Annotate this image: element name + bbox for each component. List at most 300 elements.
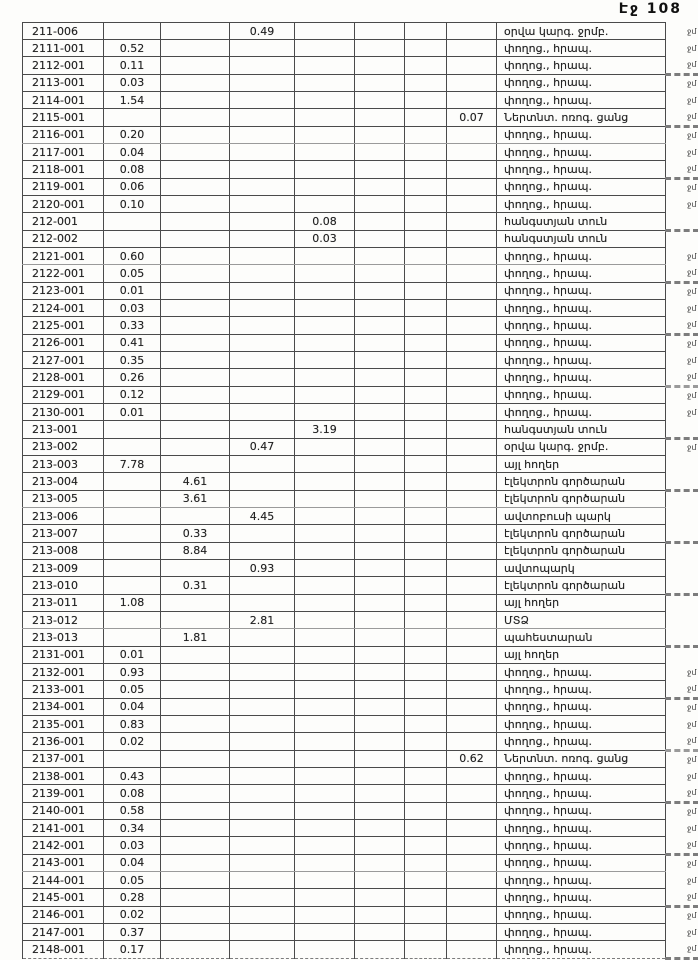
value-cell-v6 (405, 664, 447, 681)
table-row (23, 820, 698, 837)
value-cell-v4 (295, 820, 355, 837)
value-cell-v6 (405, 213, 447, 231)
parcel-code-cell: 2147-001 (23, 924, 104, 941)
value-cell-v3 (230, 681, 295, 699)
value-cell-v1 (104, 560, 161, 577)
value-cell-v6 (405, 941, 447, 959)
value-cell-v4 (295, 456, 355, 473)
margin-mark (666, 560, 698, 577)
table-row (23, 941, 698, 959)
value-cell-v6 (405, 92, 447, 109)
value-cell-v5 (355, 92, 405, 109)
margin-mark: ջմ (666, 196, 698, 213)
value-cell-v4 (295, 40, 355, 57)
parcel-code-cell: 2119-001 (23, 178, 104, 196)
value-cell-v4 (295, 490, 355, 508)
land-use-description-cell: փողոց., հրապ. (497, 820, 666, 837)
value-cell-v3 (230, 698, 295, 716)
margin-mark: ջմ (666, 386, 698, 404)
value-cell-v5 (355, 924, 405, 941)
value-cell-v6 (405, 352, 447, 369)
value-cell-v1: 0.33 (104, 317, 161, 335)
margin-mark: ջմ (666, 664, 698, 681)
value-cell-v5 (355, 300, 405, 317)
parcel-code-cell: 2146-001 (23, 906, 104, 924)
value-cell-v2 (161, 178, 230, 196)
value-cell-v2 (161, 906, 230, 924)
value-cell-v2 (161, 924, 230, 941)
value-cell-v1: 0.03 (104, 300, 161, 317)
value-cell-v5 (355, 74, 405, 92)
parcel-code-cell: 213-005 (23, 490, 104, 508)
land-use-description-cell: փողոց., հրապ. (497, 92, 666, 109)
parcel-code-cell: 213-012 (23, 612, 104, 629)
parcel-code-cell: 2113-001 (23, 74, 104, 92)
table-row (23, 369, 698, 387)
table-row (23, 23, 698, 40)
value-cell-v7 (447, 629, 497, 647)
value-cell-v5 (355, 40, 405, 57)
value-cell-v3 (230, 889, 295, 907)
land-use-description-cell: փողոց., հրապ. (497, 248, 666, 265)
parcel-code-cell: 2130-001 (23, 404, 104, 421)
table-row (23, 906, 698, 924)
value-cell-v7 (447, 889, 497, 907)
value-cell-v2 (161, 213, 230, 231)
land-use-description-cell: փողոց., հրապ. (497, 265, 666, 283)
value-cell-v3 (230, 473, 295, 491)
value-cell-v1: 0.03 (104, 837, 161, 855)
value-cell-v3 (230, 404, 295, 421)
value-cell-v1 (104, 629, 161, 647)
value-cell-v4: 0.03 (295, 230, 355, 248)
value-cell-v4 (295, 802, 355, 820)
margin-mark: ջմ (666, 317, 698, 335)
value-cell-v4 (295, 161, 355, 179)
value-cell-v1: 0.04 (104, 854, 161, 872)
value-cell-v3 (230, 733, 295, 751)
margin-mark (666, 508, 698, 525)
margin-mark: ջմ (666, 785, 698, 803)
value-cell-v4 (295, 750, 355, 768)
margin-mark: ջմ (666, 248, 698, 265)
margin-mark: ջմ (666, 837, 698, 855)
margin-mark (666, 421, 698, 439)
value-cell-v1: 0.12 (104, 386, 161, 404)
margin-mark: ջմ (666, 40, 698, 57)
value-cell-v7 (447, 854, 497, 872)
value-cell-v3 (230, 542, 295, 560)
value-cell-v4 (295, 369, 355, 387)
land-use-description-cell: փողոց., հրապ. (497, 698, 666, 716)
parcel-code-cell: 2118-001 (23, 161, 104, 179)
value-cell-v4 (295, 386, 355, 404)
value-cell-v2: 1.81 (161, 629, 230, 647)
parcel-code-cell: 213-006 (23, 508, 104, 525)
land-use-description-cell: փողոց., հրապ. (497, 768, 666, 785)
value-cell-v6 (405, 438, 447, 456)
value-cell-v1: 0.01 (104, 404, 161, 421)
value-cell-v7 (447, 646, 497, 664)
value-cell-v3 (230, 282, 295, 300)
value-cell-v6 (405, 369, 447, 387)
table-row (23, 109, 698, 127)
value-cell-v7 (447, 282, 497, 300)
table-row (23, 872, 698, 889)
value-cell-v4 (295, 248, 355, 265)
land-use-description-cell: փողոց., հրապ. (497, 74, 666, 92)
value-cell-v5 (355, 161, 405, 179)
value-cell-v3 (230, 768, 295, 785)
table-row (23, 404, 698, 421)
parcel-code-cell: 213-004 (23, 473, 104, 491)
value-cell-v4 (295, 612, 355, 629)
value-cell-v1: 0.04 (104, 144, 161, 161)
land-use-description-cell: օրվա կարգ. ջրմբ. (497, 23, 666, 40)
value-cell-v4 (295, 438, 355, 456)
value-cell-v3 (230, 646, 295, 664)
value-cell-v5 (355, 456, 405, 473)
value-cell-v1: 0.26 (104, 369, 161, 387)
margin-mark: ջմ (666, 889, 698, 907)
value-cell-v5 (355, 612, 405, 629)
table-row (23, 300, 698, 317)
land-use-description-cell: Ներտնտ. ոռոգ. ցանց (497, 109, 666, 127)
margin-mark (666, 646, 698, 664)
value-cell-v4 (295, 126, 355, 144)
value-cell-v4 (295, 525, 355, 543)
value-cell-v3 (230, 178, 295, 196)
value-cell-v3 (230, 525, 295, 543)
value-cell-v1: 0.02 (104, 906, 161, 924)
value-cell-v7 (447, 837, 497, 855)
table-row (23, 802, 698, 820)
value-cell-v1 (104, 109, 161, 127)
value-cell-v7 (447, 438, 497, 456)
value-cell-v2 (161, 40, 230, 57)
margin-mark: ջմ (666, 906, 698, 924)
value-cell-v7 (447, 785, 497, 803)
value-cell-v6 (405, 768, 447, 785)
value-cell-v5 (355, 837, 405, 855)
margin-mark: ջմ (666, 941, 698, 959)
value-cell-v7 (447, 196, 497, 213)
value-cell-v1: 0.34 (104, 820, 161, 837)
land-use-description-cell: փողոց., հրապ. (497, 802, 666, 820)
value-cell-v4 (295, 282, 355, 300)
value-cell-v2 (161, 646, 230, 664)
land-use-description-cell: փողոց., հրապ. (497, 334, 666, 352)
value-cell-v1: 7.78 (104, 456, 161, 473)
value-cell-v5 (355, 230, 405, 248)
value-cell-v6 (405, 248, 447, 265)
value-cell-v6 (405, 230, 447, 248)
value-cell-v2 (161, 92, 230, 109)
value-cell-v2 (161, 317, 230, 335)
value-cell-v6 (405, 854, 447, 872)
land-use-description-cell: փողոց., հրապ. (497, 837, 666, 855)
value-cell-v4 (295, 178, 355, 196)
table-row (23, 282, 698, 300)
value-cell-v5 (355, 872, 405, 889)
value-cell-v4 (295, 646, 355, 664)
table-row (23, 594, 698, 612)
margin-mark (666, 594, 698, 612)
table-row (23, 317, 698, 335)
value-cell-v5 (355, 421, 405, 439)
value-cell-v5 (355, 196, 405, 213)
land-use-description-cell: փողոց., հրապ. (497, 369, 666, 387)
table-body (23, 23, 698, 959)
value-cell-v4 (295, 872, 355, 889)
value-cell-v1: 0.01 (104, 646, 161, 664)
value-cell-v3 (230, 456, 295, 473)
value-cell-v2 (161, 872, 230, 889)
value-cell-v6 (405, 265, 447, 283)
margin-mark: ջմ (666, 924, 698, 941)
parcel-code-cell: 2145-001 (23, 889, 104, 907)
value-cell-v2 (161, 248, 230, 265)
value-cell-v4 (295, 144, 355, 161)
land-use-description-cell: փողոց., հրապ. (497, 161, 666, 179)
margin-mark (666, 473, 698, 491)
value-cell-v2 (161, 230, 230, 248)
parcel-code-cell: 2127-001 (23, 352, 104, 369)
value-cell-v1 (104, 490, 161, 508)
value-cell-v2 (161, 785, 230, 803)
value-cell-v1: 0.20 (104, 126, 161, 144)
value-cell-v1: 0.60 (104, 248, 161, 265)
value-cell-v1: 0.08 (104, 161, 161, 179)
table-row (23, 352, 698, 369)
land-use-description-cell: փողոց., հրապ. (497, 906, 666, 924)
value-cell-v7 (447, 473, 497, 491)
parcel-code-cell: 2125-001 (23, 317, 104, 335)
value-cell-v5 (355, 265, 405, 283)
table-row (23, 716, 698, 733)
value-cell-v7 (447, 542, 497, 560)
value-cell-v1 (104, 213, 161, 231)
value-cell-v4 (295, 681, 355, 699)
parcel-code-cell: 213-001 (23, 421, 104, 439)
value-cell-v2 (161, 889, 230, 907)
value-cell-v6 (405, 23, 447, 40)
value-cell-v3 (230, 213, 295, 231)
value-cell-v7 (447, 92, 497, 109)
margin-mark: ջմ (666, 768, 698, 785)
value-cell-v1: 0.11 (104, 57, 161, 75)
margin-mark: ջմ (666, 126, 698, 144)
value-cell-v3 (230, 144, 295, 161)
table-row (23, 577, 698, 595)
value-cell-v3: 0.93 (230, 560, 295, 577)
value-cell-v5 (355, 438, 405, 456)
margin-mark: ջմ (666, 820, 698, 837)
value-cell-v3 (230, 57, 295, 75)
value-cell-v3 (230, 906, 295, 924)
value-cell-v2: 0.33 (161, 525, 230, 543)
value-cell-v5 (355, 750, 405, 768)
land-use-description-cell: օրվա կարգ. ջրմբ. (497, 438, 666, 456)
margin-mark: ջմ (666, 74, 698, 92)
table-row (23, 213, 698, 231)
land-use-description-cell: փողոց., հրապ. (497, 144, 666, 161)
value-cell-v6 (405, 629, 447, 647)
value-cell-v4: 0.08 (295, 213, 355, 231)
value-cell-v6 (405, 300, 447, 317)
parcel-code-cell: 2111-001 (23, 40, 104, 57)
land-use-description-cell: փողոց., հրապ. (497, 785, 666, 803)
value-cell-v3 (230, 924, 295, 941)
value-cell-v4 (295, 57, 355, 75)
value-cell-v7 (447, 906, 497, 924)
value-cell-v6 (405, 889, 447, 907)
parcel-code-cell: 2133-001 (23, 681, 104, 699)
table-row (23, 92, 698, 109)
table-row (23, 421, 698, 439)
land-use-description-cell: հանգստյան տուն (497, 213, 666, 231)
value-cell-v3 (230, 837, 295, 855)
value-cell-v4 (295, 768, 355, 785)
table-row (23, 248, 698, 265)
parcel-code-cell: 213-009 (23, 560, 104, 577)
margin-mark: ջմ (666, 404, 698, 421)
table-row (23, 889, 698, 907)
margin-mark: ջմ (666, 681, 698, 699)
table-row (23, 126, 698, 144)
land-use-description-cell: փողոց., հրապ. (497, 282, 666, 300)
value-cell-v1: 0.05 (104, 681, 161, 699)
value-cell-v1: 1.08 (104, 594, 161, 612)
land-use-description-cell: այլ հողեր (497, 646, 666, 664)
margin-mark: ջմ (666, 178, 698, 196)
value-cell-v4 (295, 594, 355, 612)
value-cell-v5 (355, 716, 405, 733)
parcel-code-cell: 2138-001 (23, 768, 104, 785)
parcel-code-cell: 2122-001 (23, 265, 104, 283)
value-cell-v5 (355, 681, 405, 699)
value-cell-v7 (447, 126, 497, 144)
parcel-code-cell: 2116-001 (23, 126, 104, 144)
value-cell-v1: 0.52 (104, 40, 161, 57)
value-cell-v6 (405, 525, 447, 543)
value-cell-v3: 0.49 (230, 23, 295, 40)
value-cell-v5 (355, 733, 405, 751)
value-cell-v4 (295, 109, 355, 127)
parcel-code-cell: 2120-001 (23, 196, 104, 213)
margin-mark: ջմ (666, 282, 698, 300)
land-use-description-cell: այլ հողեր (497, 594, 666, 612)
value-cell-v2 (161, 300, 230, 317)
value-cell-v3 (230, 300, 295, 317)
value-cell-v7 (447, 144, 497, 161)
value-cell-v6 (405, 421, 447, 439)
table-row (23, 525, 698, 543)
value-cell-v2 (161, 802, 230, 820)
value-cell-v6 (405, 473, 447, 491)
parcel-code-cell: 213-002 (23, 438, 104, 456)
margin-mark (666, 577, 698, 595)
value-cell-v2 (161, 456, 230, 473)
value-cell-v3 (230, 577, 295, 595)
value-cell-v3 (230, 386, 295, 404)
table-row (23, 196, 698, 213)
value-cell-v2 (161, 161, 230, 179)
value-cell-v1 (104, 525, 161, 543)
value-cell-v5 (355, 646, 405, 664)
value-cell-v3 (230, 785, 295, 803)
margin-mark (666, 213, 698, 231)
value-cell-v5 (355, 802, 405, 820)
value-cell-v6 (405, 612, 447, 629)
parcel-code-cell: 2140-001 (23, 802, 104, 820)
value-cell-v7 (447, 265, 497, 283)
value-cell-v6 (405, 560, 447, 577)
table-row (23, 612, 698, 629)
value-cell-v2 (161, 716, 230, 733)
value-cell-v1 (104, 750, 161, 768)
land-parcel-table (22, 22, 698, 960)
value-cell-v7 (447, 248, 497, 265)
value-cell-v5 (355, 109, 405, 127)
table-row (23, 837, 698, 855)
value-cell-v7 (447, 525, 497, 543)
land-use-description-cell: Ներտնտ. ոռոգ. ցանց (497, 750, 666, 768)
value-cell-v4 (295, 924, 355, 941)
value-cell-v3 (230, 854, 295, 872)
value-cell-v5 (355, 352, 405, 369)
table-row (23, 161, 698, 179)
table-row (23, 74, 698, 92)
table-row (23, 508, 698, 525)
value-cell-v4 (295, 716, 355, 733)
value-cell-v7 (447, 594, 497, 612)
value-cell-v5 (355, 490, 405, 508)
value-cell-v7 (447, 508, 497, 525)
value-cell-v2: 4.61 (161, 473, 230, 491)
value-cell-v2 (161, 854, 230, 872)
value-cell-v2 (161, 698, 230, 716)
table-row (23, 733, 698, 751)
value-cell-v7: 0.07 (447, 109, 497, 127)
parcel-code-cell: 212-001 (23, 213, 104, 231)
value-cell-v7 (447, 560, 497, 577)
table-row (23, 542, 698, 560)
value-cell-v1: 0.37 (104, 924, 161, 941)
value-cell-v5 (355, 57, 405, 75)
value-cell-v6 (405, 785, 447, 803)
margin-mark: ջմ (666, 369, 698, 387)
value-cell-v2: 0.31 (161, 577, 230, 595)
margin-mark: ջմ (666, 92, 698, 109)
margin-mark: ջմ (666, 57, 698, 75)
value-cell-v3 (230, 872, 295, 889)
value-cell-v3 (230, 352, 295, 369)
land-use-description-cell: փողոց., հրապ. (497, 40, 666, 57)
value-cell-v5 (355, 542, 405, 560)
land-use-description-cell: փողոց., հրապ. (497, 941, 666, 959)
table-row (23, 664, 698, 681)
parcel-code-cell: 2134-001 (23, 698, 104, 716)
value-cell-v2 (161, 23, 230, 40)
value-cell-v4 (295, 560, 355, 577)
page-number: Էջ 108 (619, 1, 682, 17)
land-use-description-cell: փողոց., հրապ. (497, 386, 666, 404)
value-cell-v7 (447, 820, 497, 837)
value-cell-v6 (405, 698, 447, 716)
value-cell-v6 (405, 57, 447, 75)
parcel-code-cell: 2135-001 (23, 716, 104, 733)
